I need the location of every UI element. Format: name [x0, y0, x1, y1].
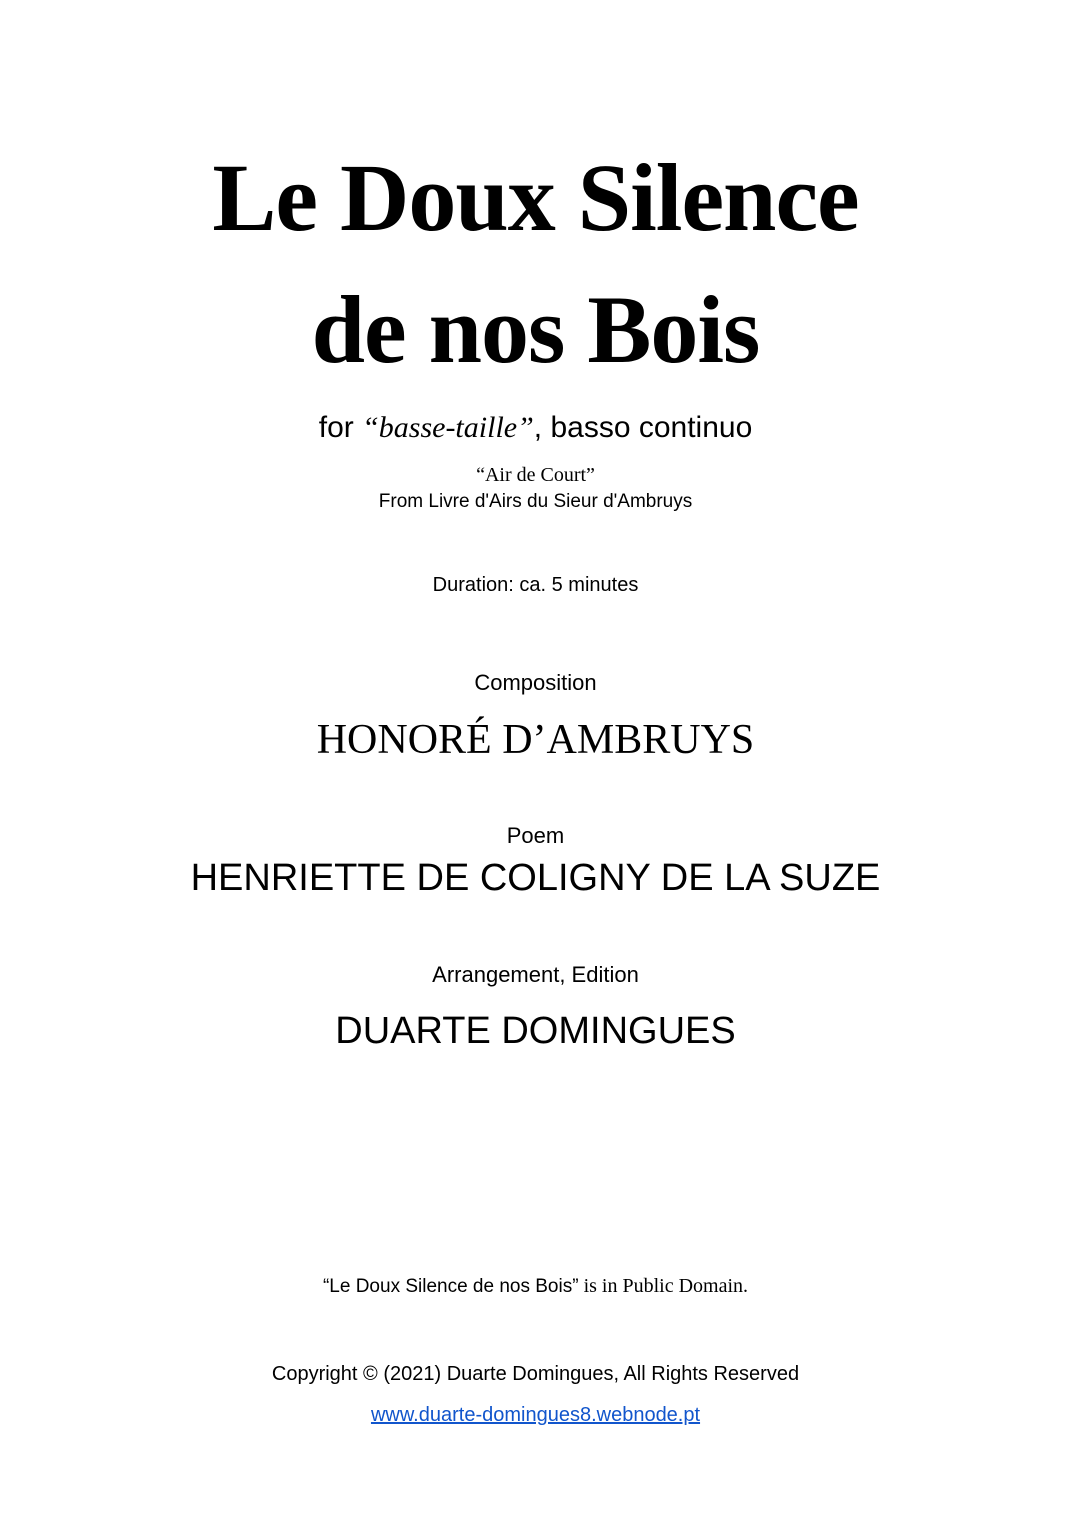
copyright-notice: Copyright © (2021) Duarte Domingues, All Rights Reserved: [271, 1363, 800, 1385]
composition-label: Composition: [474, 670, 597, 695]
public-domain-notice: [0, 1273, 1071, 1300]
title-line-2: de nos Bois: [311, 276, 760, 383]
title-line-1: Le Doux Silence: [212, 144, 859, 251]
poem-label: Poem: [506, 823, 565, 848]
composer-name: HONORÉ D’AMBRUYS: [316, 717, 755, 763]
arrangement-label: Arrangement, Edition: [432, 962, 639, 987]
source-label: From Livre d'Airs du Sieur d'Ambruys: [378, 491, 693, 512]
genre-label: “Air de Court”: [476, 464, 595, 486]
arranger-name: DUARTE DOMINGUES: [335, 1010, 736, 1052]
duration-label: Duration: ca. 5 minutes: [432, 574, 639, 596]
subtitle-suffix: , basso continuo: [533, 411, 753, 444]
instrumentation-subtitle: [0, 408, 1071, 448]
voice-type: “basse-taille”: [362, 411, 534, 444]
website-link[interactable]: www.duarte-domingues8.webnode.pt: [370, 1404, 701, 1426]
public-domain-text: is in Public Domain.: [578, 1275, 749, 1297]
poet-name: HENRIETTE DE COLIGNY DE LA SUZE: [190, 857, 881, 899]
public-domain-title: “Le Doux Silence de nos Bois”: [322, 1276, 579, 1297]
website-line: [0, 1402, 1071, 1428]
subtitle-prefix: for: [318, 411, 363, 444]
